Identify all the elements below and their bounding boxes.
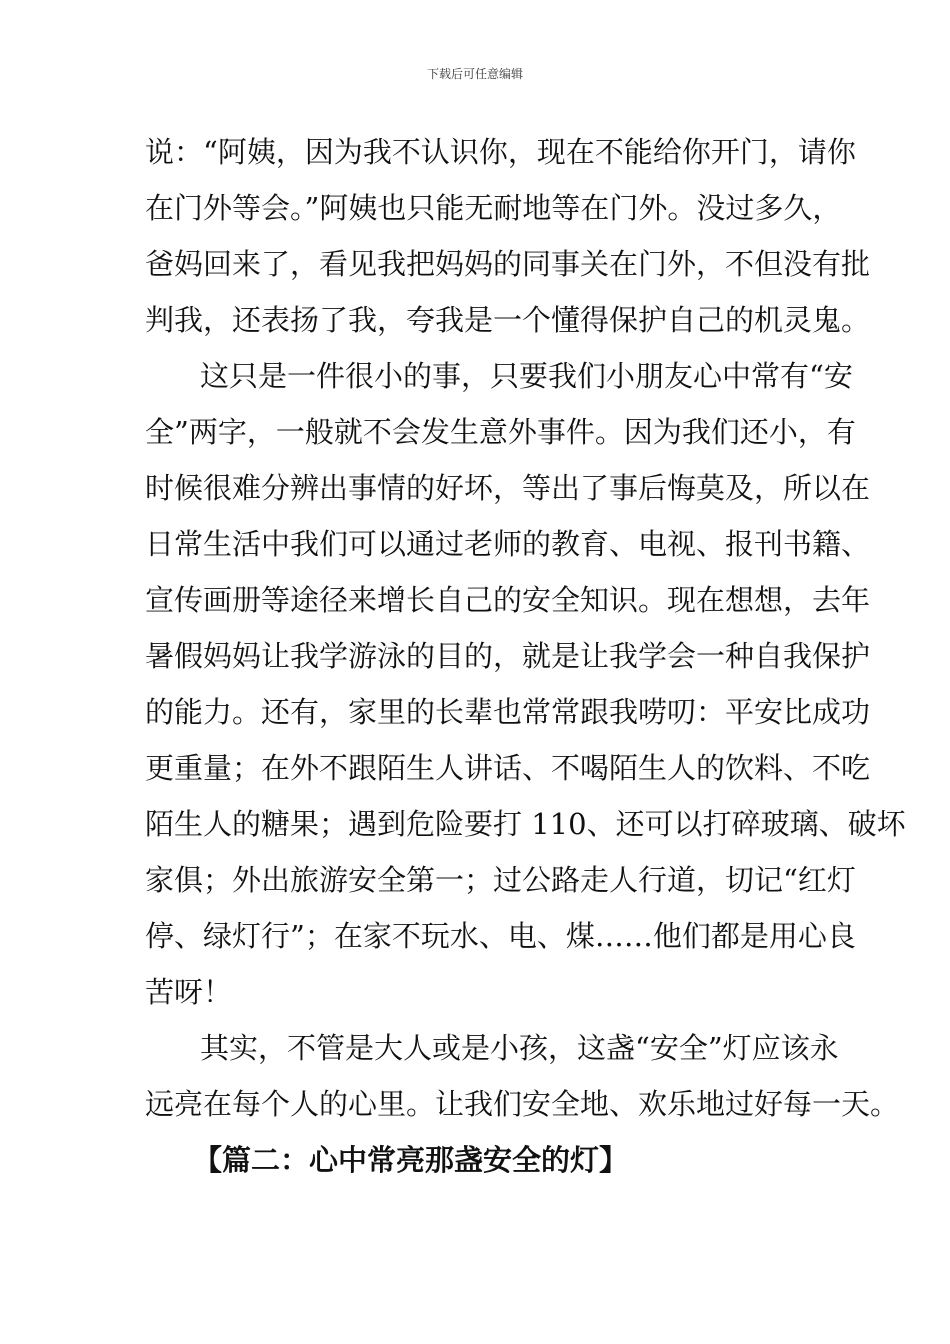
text-line: 判我，还表扬了我，夸我是一个懂得保护自己的机灵鬼。 bbox=[145, 303, 871, 337]
text-line: 爸妈回来了，看见我把妈妈的同事关在门外，不但没有批 bbox=[145, 247, 871, 281]
text-line: 这只是一件很小的事，只要我们小朋友心中常有“安 bbox=[200, 359, 853, 393]
text-line: 说：“阿姨，因为我不认识你，现在不能给你开门，请你 bbox=[145, 135, 856, 169]
text-line: 日常生活中我们可以通过老师的教育、电视、报刊书籍、 bbox=[145, 527, 871, 561]
text-line: 其实，不管是大人或是小孩，这盏“安全”灯应该永 bbox=[200, 1031, 839, 1065]
text-line: 停、绿灯行”；在家不玩水、电、煤……他们都是用心良 bbox=[145, 919, 856, 953]
text-line: 全”两字，一般就不会发生意外事件。因为我们还小，有 bbox=[145, 415, 856, 449]
text-line: 陌生人的糖果；遇到危险要打 110、还可以打碎玻璃、破坏 bbox=[145, 807, 906, 841]
paragraph-1 bbox=[145, 130, 871, 354]
text-line: 暑假妈妈让我学游泳的目的，就是让我学会一种自我保护 bbox=[145, 639, 871, 673]
text-line: 在门外等会。”阿姨也只能无耐地等在门外。没过多久， bbox=[145, 191, 842, 225]
document-body bbox=[145, 130, 906, 1194]
page-header: 下载后可任意编辑 bbox=[426, 67, 523, 81]
text-line: 的能力。还有，家里的长辈也常常跟我唠叨：平安比成功 bbox=[145, 695, 871, 729]
paragraph-2 bbox=[145, 354, 906, 1026]
text-line: 时候很难分辨出事情的好坏，等出了事后悔莫及，所以在 bbox=[145, 471, 871, 505]
text-line: 更重量；在外不跟陌生人讲话、不喝陌生人的饮料、不吃 bbox=[145, 751, 871, 785]
text-line: 家俱；外出旅游安全第一；过公路走人行道，切记“红灯 bbox=[145, 863, 856, 897]
paragraph-3 bbox=[145, 1026, 900, 1138]
section-heading: 【篇二：心中常亮那盏安全的灯】 bbox=[193, 1143, 629, 1177]
text-line: 宣传画册等途径来增长自己的安全知识。现在想想，去年 bbox=[145, 583, 871, 617]
text-line: 苦呀！ bbox=[145, 975, 233, 1009]
text-line: 远亮在每个人的心里。让我们安全地、欢乐地过好每一天。 bbox=[145, 1087, 900, 1121]
